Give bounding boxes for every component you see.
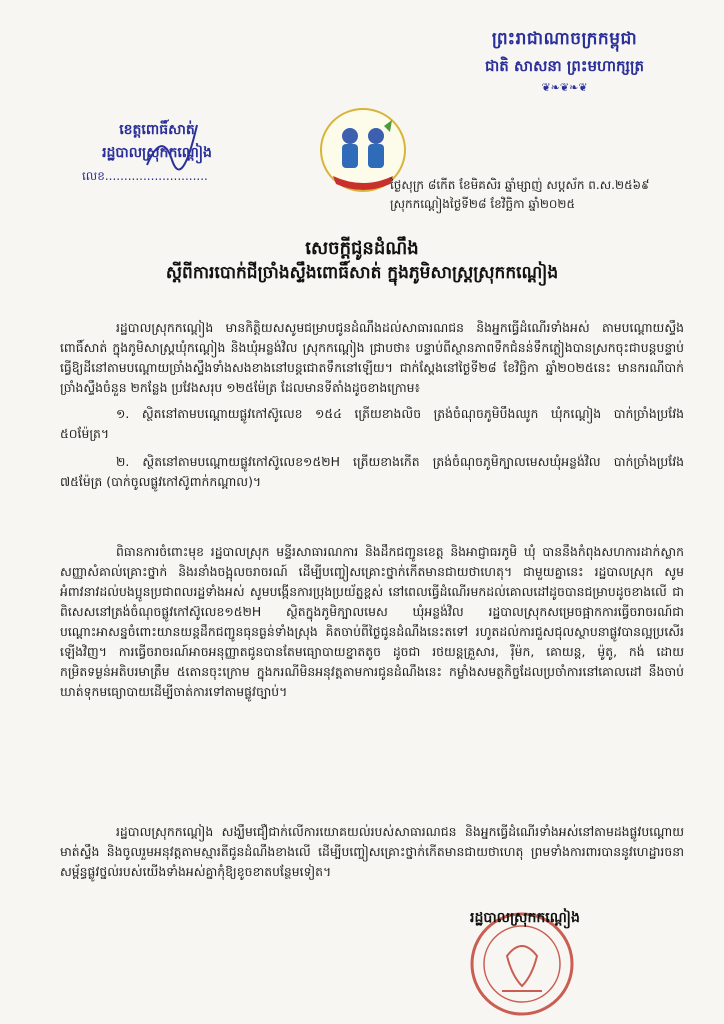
paragraph-closing: រដ្ឋបាលស្រុកកណ្ដៀង សង្ឃឹមជឿជាក់លើការយោគយល់របស់សាធារណជន និងអ្នកធ្វើដំណើរទាំងអស់នៅតាមដងផ្លូវបណ្ដោយមាត់ស្ទឹង និងចូលរួមអនុវត្តតាមស្មារតីជូនដំណឹងខាងលើ ដើម្បីបញ្ចៀសគ្រោះថ្នាក់កើតមានជាយថាហេតុ ព្រមទាំងការពារបាននូវហេដ្ឋារចនាសម្ព័ន្ធផ្លូវថ្នល់របស់យើងទាំងអស់គ្នាកុំឱ្យខូចខាតបន្ថែមទៀត។ (60, 824, 684, 879)
national-motto: ជាតិ សាសនា ព្រះមហាក្សត្រ (485, 57, 644, 75)
ornament-divider: ❦❧❦❧❦ (541, 81, 588, 94)
signer-title: រដ្ឋបាលស្រុកកណ្ដៀង (470, 910, 580, 926)
initial-signature-icon (142, 120, 202, 180)
reference-number: លេខ........................... (82, 169, 208, 183)
solar-date: ស្រុកកណ្ដៀងថ្ងៃទី២៨ ខែវិច្ឆិកា ឆ្នាំ២០២៥ (390, 197, 575, 211)
notice-title: សេចក្ដីជូនដំណឹង (305, 238, 419, 259)
notice-subject: ស្ដីពីការបោក់ជីច្រាំងស្ទឹងពោធិ៍សាត់ ក្នុងភូមិសាស្ត្រស្រុកកណ្ដៀង (165, 263, 559, 283)
notice-date (390, 176, 650, 214)
kingdom-heading (485, 28, 644, 94)
paragraph-intro: រដ្ឋបាលស្រុកកណ្ដៀង មានកិត្តិយសសូមជម្រាបជូនដំណឹងដល់សាធារណជន និងអ្នកធ្វើដំណើរទាំងអស់ តាមបណ្ដោយស្ទឹងពោធិ៍សាត់ ក្នុងភូមិសាស្ត្រឃុំកណ្ដៀង និងឃុំអន្លង់វិល ស្រុកកណ្ដៀង ជ្រាបថា៖ បន្ទាប់ពីស្ថានភាពទឹកជំនន់ទឹកភ្លៀងបានស្រកចុះជាបន្តបន្ទាប់ ធ្វើឱ្យដីនៅតាមបណ្ដោយច្រាំងស្ទឹងទាំងសងខាងនៅបន្តជោតទឹកនៅឡើយ។ ជាក់ស្ដែងនៅថ្ងៃទី២៨ ខែវិច្ឆិកា ឆ្នាំ២០២៥នេះ មានករណីបាក់ច្រាំងស្ទឹងចំនួន ២កន្លែង ប្រវែងសរុប ១២៥ម៉ែត្រ ដែលមានទីតាំងដូចខាងក្រោម៖ (60, 320, 684, 395)
sender-district: រដ្ឋបាលស្រុកកណ្ដៀង (102, 145, 212, 161)
kingdom-name: ព្រះរាជាណាចក្រកម្ពុជា (491, 29, 638, 49)
location-item-1: ១. ស្ថិតនៅតាមបណ្ដោយផ្លូវកៅស៊ូលេខ ១៥៤ ត្រើយខាងលិច ត្រង់ចំណុចភូមិបឹងឈូក ឃុំកណ្ដៀង បាក់ច្រាំងប្រវែង ៥០ម៉ែត្រ។ (60, 406, 684, 441)
paragraph-measures: ពិធានការចំពោះមុខ រដ្ឋបាលស្រុក មន្ទីរសាធារណការ និងដឹកជញ្ជូនខេត្ត និងអាជ្ញាធរភូមិ ឃុំ បាននឹងកំពុងសហការដាក់ស្លាកសញ្ញាសំគាល់គ្រោះថ្នាក់ និងរនាំងចង្អុលចរាចរណ៍ ដើម្បីបញ្ចៀសគ្រោះថ្នាក់កើតមានជាយថាហេតុ។ ជាមួយគ្នានេះ រដ្ឋបាលស្រុក សូមអំពាវនាវដល់បងប្អូនប្រជាពលរដ្ឋទាំងអស់ សូមបង្កើនការប្រុងប្រយ័ត្នខ្ពស់ នៅពេលធ្វើដំណើរមកដល់គោលដៅដូចបានជម្រាបដូចខាងលើ ជាពិសេសនៅត្រង់ចំណុចផ្លូវកៅស៊ូលេខ១៥២H ស្ថិតក្នុងភូមិក្បាលមេស ឃុំអន្លង់វិល រដ្ឋបាលស្រុកសម្រេចផ្អាកការធ្វើចរាចរណ៍ជាបណ្ដោះអាសន្នចំពោះយានយន្តដឹកជញ្ជូនធុនធ្ងន់ទាំងស្រុង គិតចាប់ពីថ្ងៃជូនដំណឹងនេះតទៅ រហូតដល់ការជួសជុលស្ថាបនាផ្លូវបានល្អប្រសើរឡើងវិញ។ ការធ្វើចរាចរណ៍អាចអនុញ្ញាតជូនបានតែមធ្យោបាយខ្នាតតូច ដូចជា រថយន្តគ្រួសារ, រ៉ឺម៉ក, គោយន្ត, ម៉ូតូ, កង់ ដោយកម្រិតទម្ងន់អតិបរមាត្រឹម ៥តោនចុះក្រោម ក្នុងករណីមិនអនុវត្តតាមការជូនដំណឹងនេះ កម្លាំងសមត្ថកិច្ចដែលប្រចាំការនៅគោលដៅ នឹងចាប់ឃាត់ទុកមធ្យោបាយដើម្បីចាត់ការទៅតាមផ្លូវច្បាប់។ (60, 544, 684, 699)
sender-province: ខេត្តពោធិ៍សាត់ (119, 122, 195, 138)
lunar-date: ថ្ងៃសុក្រ ៨កើត ខែមិគសិរ ឆ្នាំម្សាញ់ សប្តស័ក ព.ស.២៥៦៩ (390, 178, 650, 192)
location-item-2: ២. ស្ថិតនៅតាមបណ្ដោយផ្លូវកៅស៊ូលេខ១៥២H ត្រើយខាងកើត ត្រង់ចំណុចភូមិក្បាលមេសឃុំអន្លង់វិល បាក់ច្រាំងប្រវែង ៧៥ម៉ែត្រ (បាក់ចូលផ្លូវកៅស៊ូពាក់កណ្ដាល)។ (60, 454, 684, 489)
